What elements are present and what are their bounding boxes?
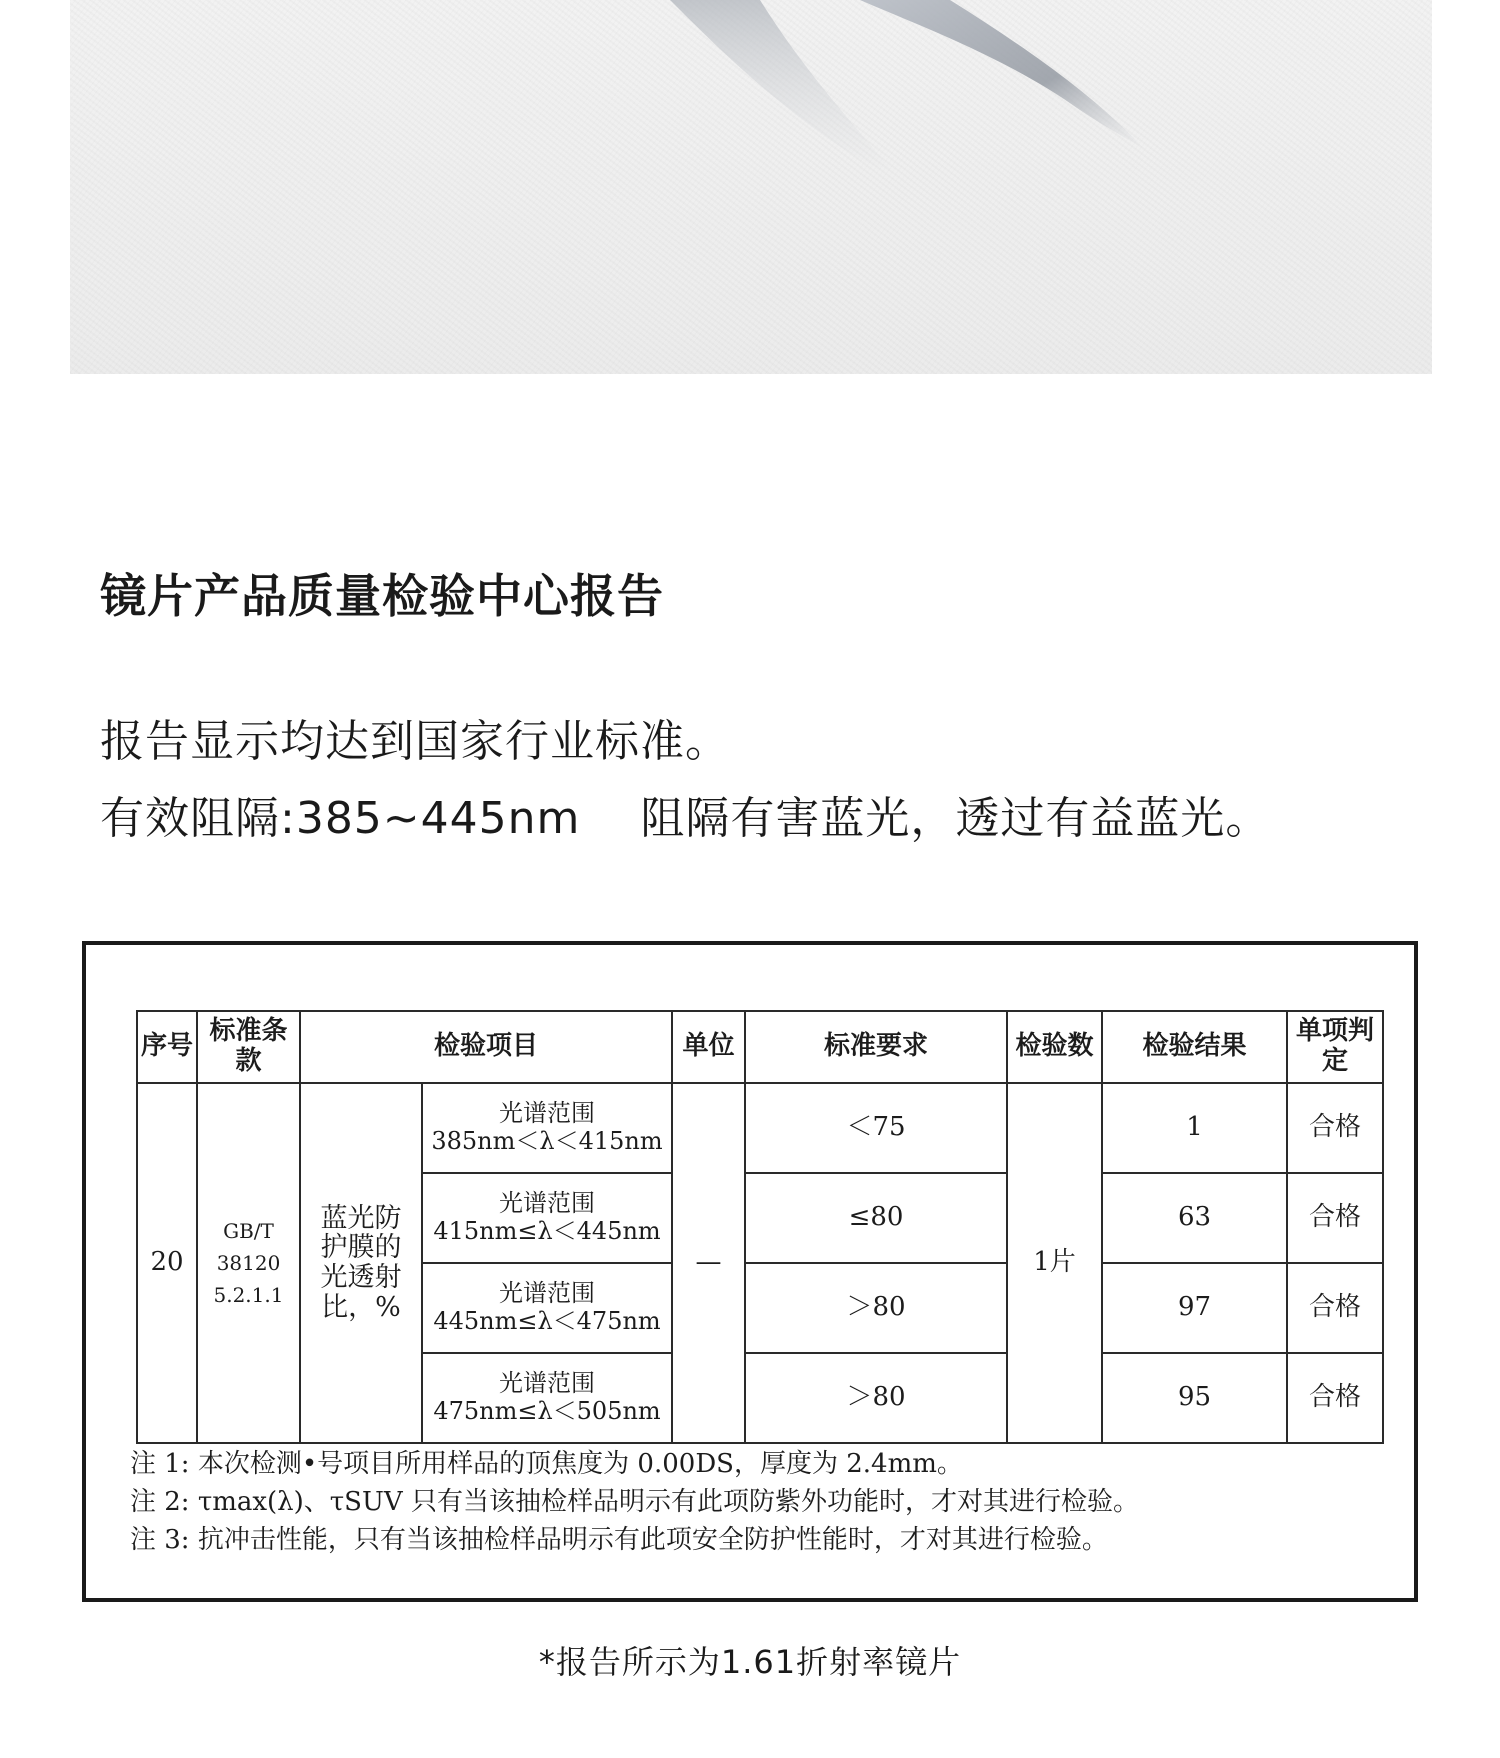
spectrum-range: 415nm≤λ＜445nm <box>433 1217 661 1245</box>
note-line: 注 3: 抗冲击性能，只有当该抽检样品明示有此项安全防护性能时，才对其进行检验。 <box>130 1525 1108 1555</box>
verdict-value: 合格 <box>1287 1083 1383 1173</box>
result-value: 95 <box>1102 1353 1287 1443</box>
spectrum-range-cell <box>422 1263 672 1353</box>
note-line: 注 1: 本次检测•号项目所用样品的顶焦度为 0.00DS，厚度为 2.4mm。 <box>130 1449 963 1479</box>
requirement-value: ＜75 <box>745 1083 1007 1173</box>
requirement-value: ≤80 <box>745 1173 1007 1263</box>
result-value: 1 <box>1102 1083 1287 1173</box>
spectrum-label: 光谱范围 <box>499 1099 595 1128</box>
requirement-value: ＞80 <box>745 1263 1007 1353</box>
test-report <box>82 941 1418 1602</box>
spectrum-range: 445nm≤λ＜475nm <box>433 1307 661 1335</box>
sample-count: 1片 <box>1007 1083 1102 1443</box>
spectrum-label: 光谱范围 <box>499 1369 595 1398</box>
header-count: 检验数 <box>1007 1011 1102 1083</box>
header-no: 序号 <box>137 1011 197 1083</box>
result-value: 97 <box>1102 1263 1287 1353</box>
standard-clause: GB/T 38120 5.2.1.1 <box>197 1083 300 1443</box>
spectrum-range-cell <box>422 1173 672 1263</box>
spectrum-label: 光谱范围 <box>499 1189 595 1218</box>
spectrum-range: 385nm＜λ＜415nm <box>431 1127 663 1155</box>
test-category: 蓝光防护膜的光透射比，% <box>300 1083 422 1443</box>
header-verdict: 单项判定 <box>1287 1011 1383 1083</box>
result-value: 63 <box>1102 1173 1287 1263</box>
requirement-value: ＞80 <box>745 1353 1007 1443</box>
report-table <box>136 1010 1384 1444</box>
summary-line: 报告显示均达到国家行业标准。 <box>100 716 730 767</box>
header-unit: 单位 <box>672 1011 745 1083</box>
verdict-value: 合格 <box>1287 1353 1383 1443</box>
decorative-brush-stroke <box>70 0 1432 374</box>
spectrum-range: 475nm≤λ＜505nm <box>433 1397 661 1425</box>
hero-image <box>70 0 1432 374</box>
page-title: 镜片产品质量检验中心报告 <box>100 569 664 623</box>
note-line: 注 2: τmax(λ)、τSUV 只有当该抽检样品明示有此项防紫外功能时，才对其进行检验。 <box>130 1487 1139 1517</box>
table-row <box>137 1083 1383 1173</box>
header-clause: 标准条款 <box>197 1011 300 1083</box>
blocking-range-line: 有效阻隔:385~445nm 阻隔有害蓝光，透过有益蓝光。 <box>100 793 1271 844</box>
spectrum-range-cell <box>422 1353 672 1443</box>
spectrum-label: 光谱范围 <box>499 1279 595 1308</box>
report-caption: *报告所示为1.61折射率镜片 <box>538 1643 962 1681</box>
header-result: 检验结果 <box>1102 1011 1287 1083</box>
header-requirement: 标准要求 <box>745 1011 1007 1083</box>
verdict-value: 合格 <box>1287 1263 1383 1353</box>
spectrum-range-cell <box>422 1083 672 1173</box>
serial-number: 20 <box>137 1083 197 1443</box>
report-notes <box>130 1445 1380 1559</box>
unit-value: — <box>672 1083 745 1443</box>
header-row <box>137 1011 1383 1083</box>
header-item: 检验项目 <box>300 1011 672 1083</box>
verdict-value: 合格 <box>1287 1173 1383 1263</box>
